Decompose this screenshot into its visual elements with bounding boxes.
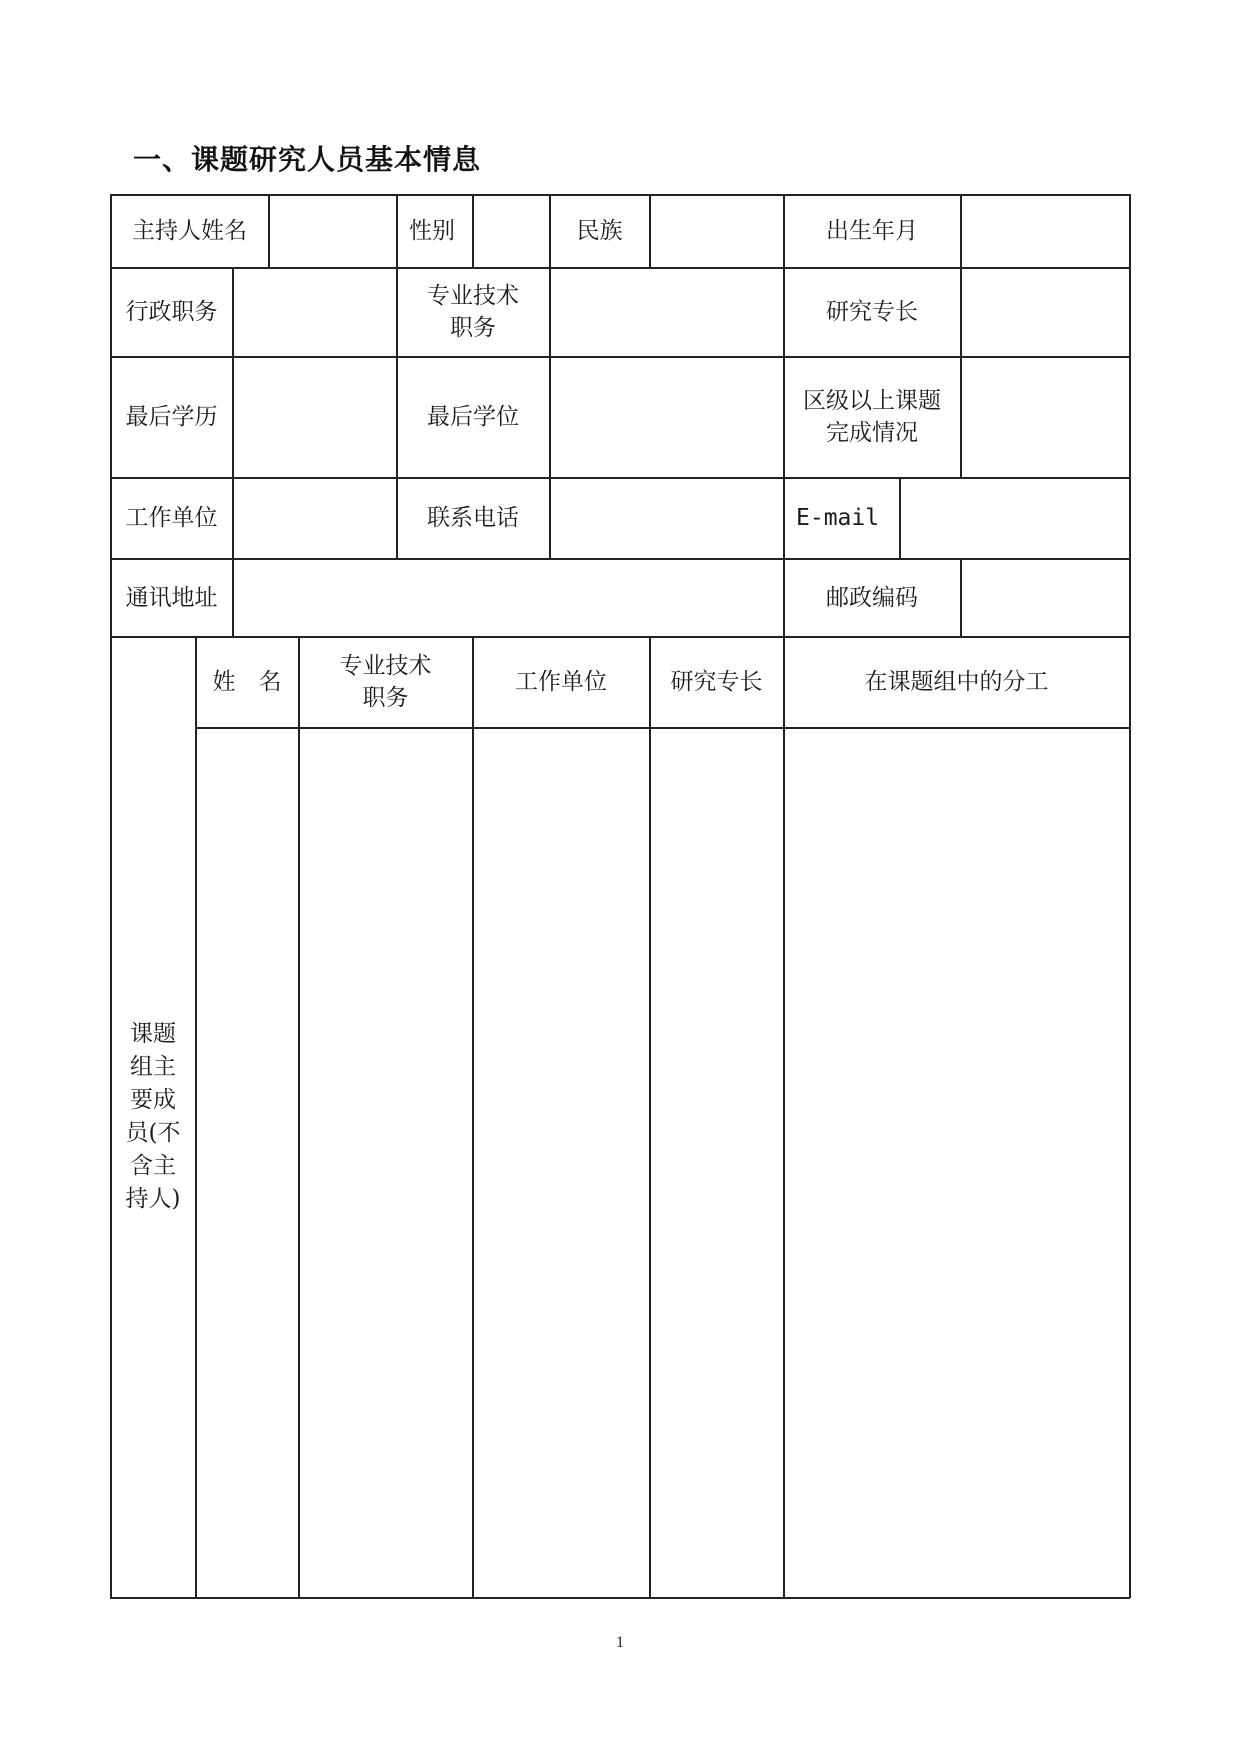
tech-title-field[interactable] [551,269,782,355]
gender-field[interactable] [474,196,548,266]
ethnicity-field[interactable] [651,196,782,266]
birth-date-field[interactable] [962,196,1128,266]
host-name-field[interactable] [270,196,395,266]
member-col-tech-title-header: 专业技术 职务 [339,653,432,711]
members-side-label: 课题 组主 要成 员(不 含主 持人) [125,1021,181,1212]
email-field[interactable] [901,479,1128,557]
gender-label: 性别 [409,218,455,244]
degree-field[interactable] [551,358,782,476]
admin-title-label: 行政职务 [125,299,218,325]
research-specialty-field[interactable] [962,269,1128,355]
tech-title-label: 专业技术 职务 [427,283,519,341]
member-col-work-unit-header: 工作单位 [515,669,607,695]
member-col-role-header: 在课题组中的分工 [864,669,1049,695]
member-specialty-column-field[interactable] [651,729,782,1596]
postcode-field[interactable] [962,560,1128,635]
address-label: 通讯地址 [125,584,218,611]
ethnicity-label: 民族 [576,218,623,244]
member-work-unit-column-field[interactable] [474,729,648,1596]
prior-projects-label: 区级以上课题 完成情况 [803,388,941,446]
address-field[interactable] [234,560,782,635]
section-title: 一、课题研究人员基本情息 [133,143,482,176]
table-border-right [1129,194,1131,1598]
member-tech-title-column-field[interactable] [300,729,471,1596]
education-label: 最后学历 [125,404,218,430]
prior-projects-field[interactable] [962,358,1128,476]
host-name-label: 主持人姓名 [132,218,247,244]
member-name-column-field[interactable] [197,729,297,1596]
page-number: 1 [616,1634,624,1651]
email-label: E-mail [796,505,880,531]
birth-date-label: 出生年月 [826,218,918,244]
work-unit-field[interactable] [234,479,395,557]
admin-title-field[interactable] [234,269,395,355]
work-unit-label: 工作单位 [125,505,218,531]
degree-label: 最后学位 [427,404,519,430]
research-specialty-label: 研究专长 [826,299,918,325]
member-col-specialty-header: 研究专长 [670,669,763,695]
member-col-name-header: 姓 名 [212,669,282,695]
postcode-label: 邮政编码 [826,584,918,611]
phone-field[interactable] [551,479,782,557]
education-field[interactable] [234,358,395,476]
phone-label: 联系电话 [427,505,519,531]
table-border-bottom [110,1597,1130,1599]
member-role-column-field[interactable] [785,729,1128,1596]
